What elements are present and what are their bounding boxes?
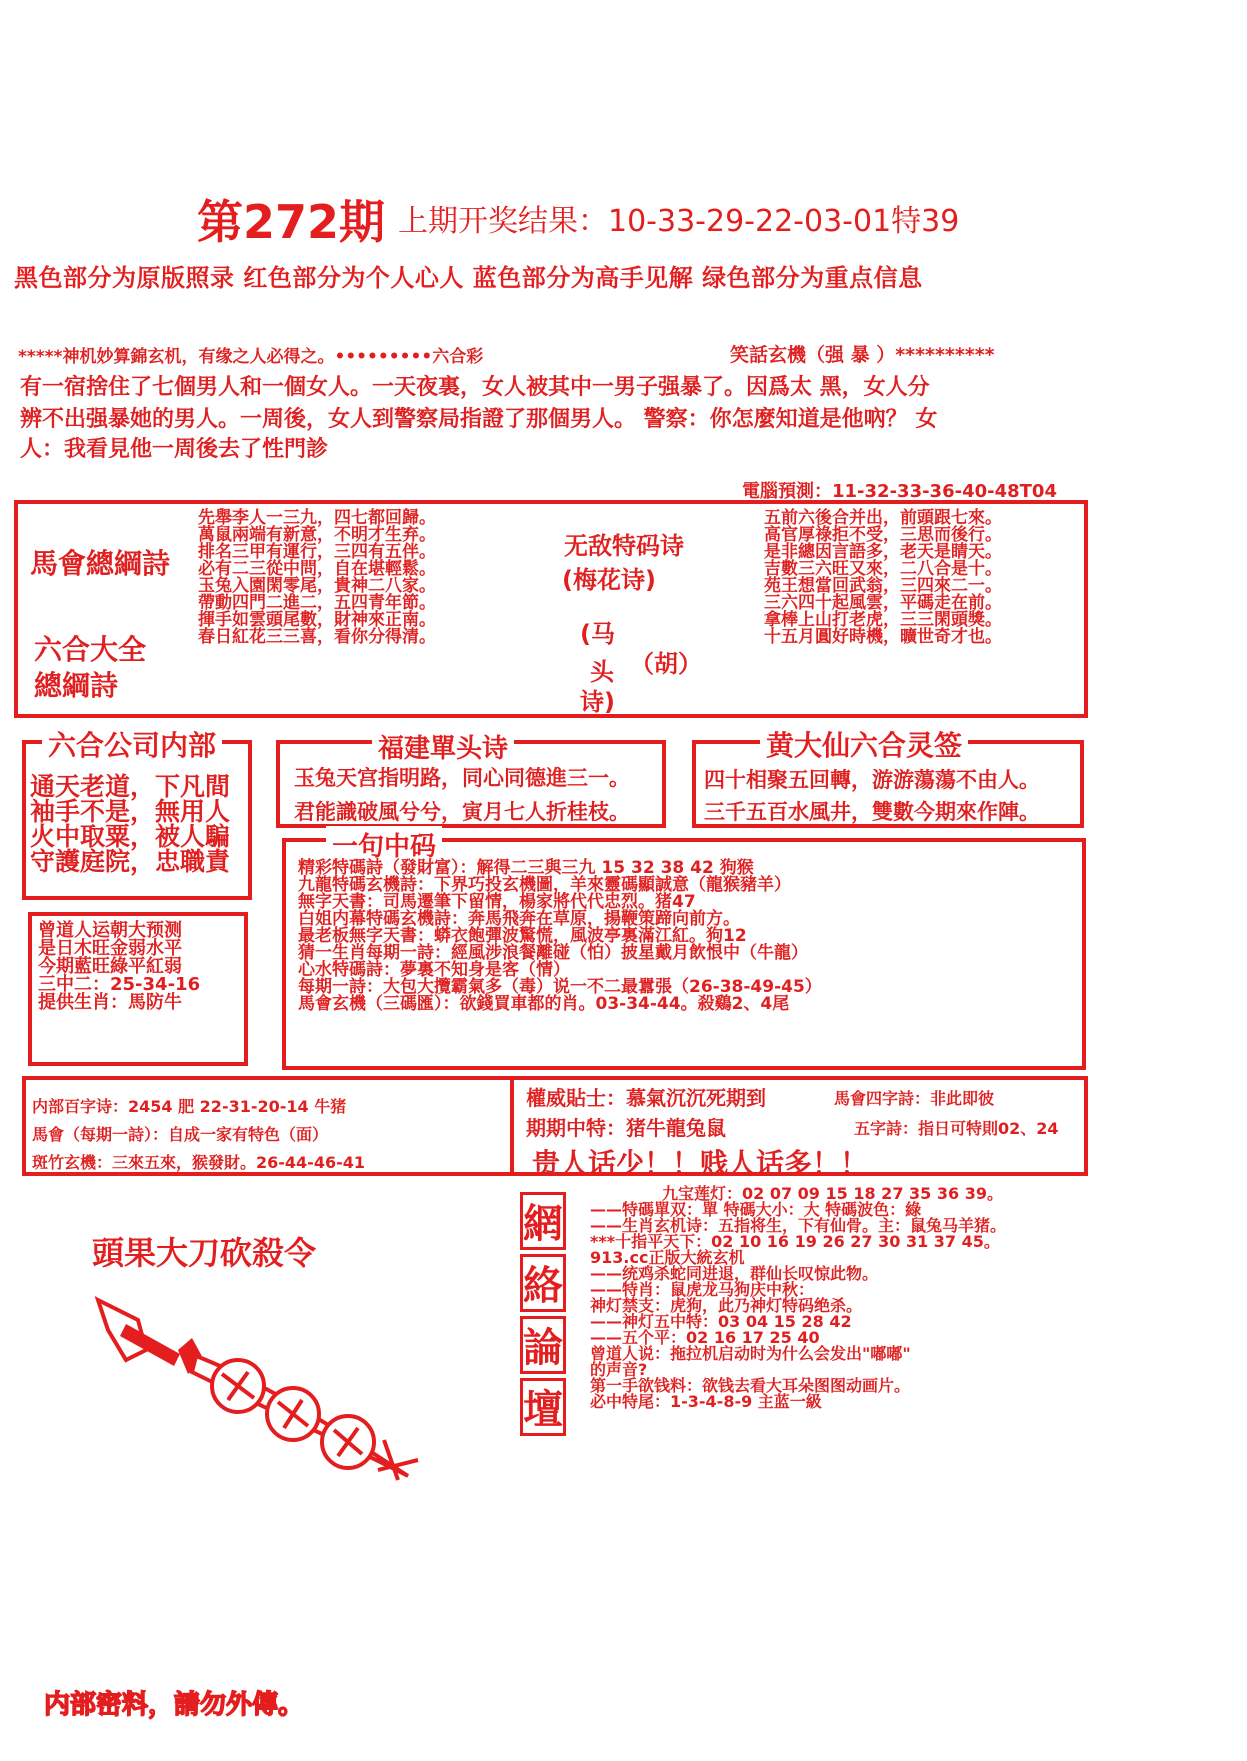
forum-line: 曾道人说：拖拉机启动时为什么会发出"嘟嘟" [590, 1344, 911, 1363]
forum-line: 神灯禁支：虎狗，此乃神灯特码绝杀。 [590, 1296, 863, 1315]
forum-char: 壇 [520, 1378, 566, 1436]
company-line: 袖手不是，無用人 [30, 797, 231, 826]
forum-line: ***十指平天下：02 10 16 19 26 27 30 31 37 45。 [590, 1232, 1000, 1251]
yiju-line: 九龍特碼玄機詩：下界巧投玄機圖，羊來靈碼顯誠意（龍猴豬羊） [298, 875, 791, 895]
joke-line: 有一宿捨住了七個男人和一個女人。一天夜裏，女人被其中一男子强暴了。因爲太 黑，女人分 [20, 375, 930, 400]
forum-line: ——特碼單双：單 特碼大小：大 特碼波色：綠 [590, 1200, 922, 1219]
zeng-box [28, 912, 248, 1066]
inner-line: 斑竹玄機：三來五來，猴發財。26-44-46-41 [32, 1153, 365, 1172]
forum-line: 九宝莲灯：02 07 09 15 18 27 35 36 39。 [662, 1184, 1003, 1203]
forum-line: ——统鸡杀蛇同进退，群仙长叹惊此物。 [590, 1264, 879, 1283]
huang-line: 四十相聚五回轉，游游蕩蕩不由人。 [704, 768, 1040, 792]
company-line: 火中取粟，被人騙 [30, 822, 231, 851]
forum-line: ——特肖：鼠虎龙马狗庆中秋： [590, 1280, 815, 1299]
yiju-line: 每期一詩：大包大攬霸氣多（毒）说一不二最囂張（26-38-49-45） [298, 977, 822, 997]
forum-line: 的声音? [590, 1360, 648, 1379]
zeng-line: 曾道人运朝大预测 [38, 920, 182, 941]
poems-right [764, 510, 1002, 646]
zeng-lines [38, 922, 200, 1012]
forum-line: 必中特尾：1-3-4-8-9 主蓝一級 [590, 1392, 822, 1411]
forum-char: 論 [520, 1316, 566, 1374]
label-mahui: 馬會總綱詩 [30, 547, 171, 580]
fujian-line: 玉兔天宫指明路，同心同德進三一。 [294, 766, 630, 790]
poem-line: 必有二三從中問，自在堪輕鬆。 [198, 559, 436, 579]
mid-vert-1: (马 [580, 620, 615, 648]
company-lines [30, 774, 230, 874]
tips-line-2b: 五字詩：指日可特則02、24 [854, 1119, 1059, 1138]
company-title: 六合公司内部 [42, 724, 222, 764]
yiju-line: 馬會玄機（三碼匯）：欲錢買車都的肖。03-34-44。殺鷄2、4尾 [298, 994, 790, 1014]
last-result: 上期开奖结果：10-33-29-22-03-01特39 [398, 204, 960, 239]
forum-char: 網 [520, 1192, 566, 1250]
mid-title-2: (梅花诗) [562, 566, 656, 594]
poems-left [198, 510, 436, 646]
yiju-line: 猜一生肖每期一詩：經風涉浪餐離碰（怕）披星戴月飲恨中（牛龍） [298, 943, 808, 963]
forum-line: ——生肖玄机诗：五指将生，下有仙骨。主：鼠兔马羊猪。 [590, 1216, 1007, 1235]
tips-divider [510, 1076, 514, 1176]
mid-vert-3: 诗) [580, 688, 615, 716]
sword-illustration [88, 1290, 428, 1490]
zeng-line: 是日木旺金弱水平 [38, 938, 182, 959]
poem-line: 帶動四門二進二，五四青年節。 [198, 593, 436, 613]
forum-line: ——神灯五中特：03 04 15 28 42 [590, 1312, 852, 1331]
zeng-line: 今期藍旺綠平紅弱 [38, 956, 182, 977]
fujian-box [276, 734, 666, 828]
poem-line: 是非總因言語多，老天是睛天。 [764, 542, 1002, 562]
huang-box [692, 729, 1084, 828]
yiju-lines [298, 860, 822, 1013]
poem-line: 苑王想當回武翁，三四來二一。 [764, 576, 1002, 596]
poem-line: 十五月圓好時機，曠世奇才也。 [764, 627, 1002, 647]
huang-title: 黄大仙六合灵签 [760, 724, 968, 764]
order-footer: 内部密料，請勿外傳。 [44, 1690, 305, 1720]
yiju-line: 心水特碼詩：夢裏不知身是客（情） [298, 960, 570, 980]
yiju-line: 白姐内幕特碼玄機詩：奔馬飛奔在草原，揚鞭策蹄向前方。 [298, 909, 740, 929]
poem-line: 高官厚祿拒不受，三思而後行。 [764, 525, 1002, 545]
poem-line: 揮手如雲頭尾數，財神來正南。 [198, 610, 436, 630]
poem-line: 三六四十起風雲，平碼走在前。 [764, 593, 1002, 613]
poem-line: 玉兔入園閑零尾，貴神二八家。 [198, 576, 436, 596]
mid-side: （胡） [630, 650, 702, 678]
poem-line: 排名三甲有運行，三四有五伴。 [198, 542, 436, 562]
poem-line: 五前六後合并出，前頭跟七來。 [764, 508, 1002, 528]
company-line: 守護庭院，忠職責 [30, 847, 231, 876]
forum-line: ——五个平：02 16 17 25 40 [590, 1328, 820, 1347]
huang-line: 三千五百水風井，雙數今期來作陣。 [704, 800, 1040, 824]
label-liuhe: 六合大全 [34, 633, 147, 666]
sword-hilt [98, 1300, 204, 1374]
inner-tips-box [22, 1076, 1088, 1180]
yiju-line: 精彩特碼詩（發財富）：解得二三與三九 15 32 38 42 狗猴 [298, 858, 754, 878]
main-poem-box [14, 500, 1088, 718]
color-legend: 黑色部分为原版照录 红色部分为个人心人 蓝色部分为高手见解 绿色部分为重点信息 [14, 264, 923, 292]
tips-slogan: 贵人话少！！贱人话多！！ [532, 1147, 869, 1180]
sword-blade [192, 1356, 418, 1480]
poem-line: 萬鼠兩端有新意，不明才生弃。 [198, 525, 436, 545]
yiju-line: 最老板無字天書：蟒衣飽彈波驚慌，風波亭裏滿江紅。狗12 [298, 926, 747, 946]
joke-left-head: *****神机妙算錦玄机，有缘之人必得之。•••••••••六合彩 [18, 347, 484, 367]
yiju-box [282, 832, 1086, 1070]
inner-line: 内部百字诗：2454 肥 22-31-20-14 牛猪 [32, 1097, 347, 1116]
order-title: 頭果大刀砍殺令 [92, 1234, 317, 1272]
forum-char: 絡 [520, 1254, 566, 1312]
mid-title-1: 无敌特码诗 [564, 532, 684, 560]
joke-line: 辨不出强暴她的男人。一周後，女人到警察局指證了那個男人。 警察：你怎麼知道是他吶？ 女 [20, 407, 938, 432]
fujian-line: 君能識破風兮兮，寅月七人折桂枝。 [294, 800, 630, 824]
company-box [22, 729, 252, 900]
tips-line-1a: 權威貼士：慕氣沉沉死期到 [526, 1086, 766, 1110]
issue-number: 第272期 [197, 195, 386, 249]
computer-prediction: 電腦預測：11-32-33-36-40-48T04 [742, 481, 1057, 502]
tips-line-1b: 馬會四字詩：非此即彼 [834, 1089, 995, 1108]
company-line: 通天老道，下凡間 [30, 772, 231, 801]
joke-right-head: 笑話玄機（强 暴 ）********** [730, 344, 995, 366]
zeng-line: 提供生肖：馬防牛 [38, 992, 182, 1013]
poem-line: 春日紅花三三喜，看你分得清。 [198, 627, 436, 647]
forum-line: 913.cc正版大統玄机 [590, 1248, 745, 1267]
poem-line: 拿棒上山打老虎，三三閑頭獎。 [764, 610, 1002, 630]
forum-lines [590, 1186, 1006, 1410]
poem-line: 先舉李人一三九，四七都回歸。 [198, 508, 436, 528]
forum-line: 第一手欲钱料：欲钱去看大耳朵图图动画片。 [590, 1376, 911, 1395]
tips-line-2a: 期期中特：猪牛龍兔鼠 [526, 1116, 726, 1140]
poem-line: 吉數三六旺又來，二八合是十。 [764, 559, 1002, 579]
joke-line: 人：我看見他一周後去了性門診 [20, 437, 329, 462]
label-zonggang: 總綱詩 [34, 669, 119, 702]
inner-line: 馬會（每期一詩）：自成一家有特色（面） [32, 1125, 329, 1144]
forum-vertical-title [520, 1192, 566, 1440]
yiju-title: 一句中码 [326, 826, 442, 863]
fujian-title: 福建單头诗 [372, 728, 514, 765]
zeng-line: 三中二：25-34-16 [38, 974, 201, 995]
mid-vert-2: 头 [590, 658, 614, 686]
yiju-line: 無字天書：司馬遷筆下留情，楊家將代代忠烈。猪47 [298, 892, 696, 912]
